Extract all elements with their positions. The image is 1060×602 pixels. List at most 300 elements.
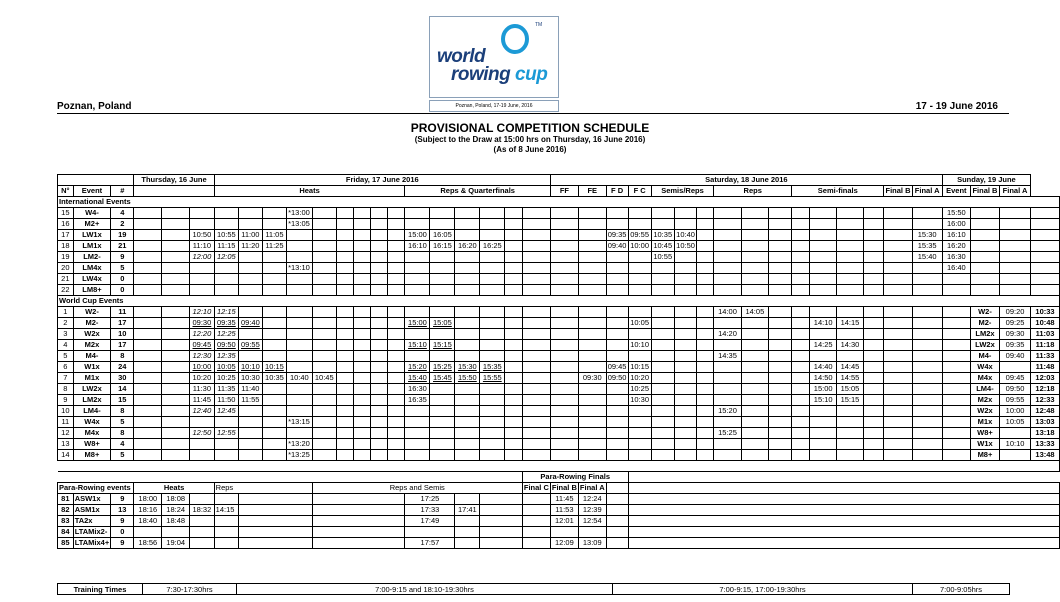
- race-time: 16:10: [942, 230, 970, 241]
- col-sun-final-a: Final A: [1000, 186, 1031, 197]
- empty-cell: [697, 373, 714, 384]
- empty-cell: [884, 362, 912, 373]
- empty-cell: [336, 274, 353, 285]
- race-time: 10:40: [676, 230, 695, 239]
- empty-cell: [674, 274, 697, 285]
- empty-cell: [214, 285, 238, 296]
- empty-cell: [792, 318, 810, 329]
- empty-cell: [769, 263, 792, 274]
- empty-cell: [651, 219, 674, 230]
- empty-cell: [190, 417, 215, 428]
- para-heat-time: 18:24: [162, 505, 190, 516]
- race-time: 09:40: [1000, 351, 1031, 362]
- empty-cell: [550, 406, 578, 417]
- empty-cell: [312, 362, 336, 373]
- para-event-row: [58, 505, 1060, 516]
- empty-cell: [430, 219, 455, 230]
- empty-cell: [628, 538, 1059, 549]
- empty-cell: [606, 450, 628, 461]
- race-time: 15:30: [912, 230, 942, 241]
- empty-cell: [1000, 241, 1031, 252]
- empty-cell: [162, 351, 190, 362]
- event-number: 2: [58, 318, 74, 329]
- col-count: #: [111, 186, 134, 197]
- empty-cell: [134, 450, 162, 461]
- empty-cell: [697, 340, 714, 351]
- empty-cell: [370, 230, 387, 241]
- empty-cell: [741, 285, 768, 296]
- event-number: 12: [58, 428, 74, 439]
- empty-cell: [134, 340, 162, 351]
- blank: [628, 483, 1059, 494]
- empty-cell: [387, 439, 405, 450]
- event-row: [58, 318, 1060, 329]
- empty-cell: [863, 241, 884, 252]
- race-time: *13:20: [287, 439, 312, 450]
- empty-cell: [239, 450, 263, 461]
- empty-cell: [262, 285, 286, 296]
- para-final-b: 12:09: [550, 538, 578, 549]
- empty-cell: [353, 263, 370, 274]
- event-name: LM2-: [73, 252, 111, 263]
- empty-cell: [480, 263, 505, 274]
- race-time: 12:40: [190, 406, 215, 417]
- empty-cell: [162, 318, 190, 329]
- empty-cell: [942, 428, 970, 439]
- race-time: 15:10: [405, 340, 430, 351]
- header-rule: [57, 113, 1009, 114]
- empty-cell: [336, 340, 353, 351]
- race-time: 11:48: [1031, 362, 1060, 373]
- empty-cell: [884, 219, 912, 230]
- empty-cell: [884, 384, 912, 395]
- empty-cell: [353, 428, 370, 439]
- empty-cell: [430, 274, 455, 285]
- empty-cell: [884, 252, 912, 263]
- race-time: 12:20: [190, 329, 215, 340]
- col-heats: Heats: [214, 186, 405, 197]
- empty-cell: [674, 351, 697, 362]
- empty-cell: [792, 362, 810, 373]
- empty-cell: [262, 219, 286, 230]
- empty-cell: [239, 516, 313, 527]
- empty-cell: [651, 340, 674, 351]
- empty-cell: [287, 318, 312, 329]
- empty-cell: [674, 285, 697, 296]
- empty-cell: [606, 417, 628, 428]
- empty-cell: [792, 395, 810, 406]
- empty-cell: [430, 307, 455, 318]
- empty-cell: [769, 208, 792, 219]
- col-fd: F D: [606, 186, 628, 197]
- empty-cell: [606, 329, 628, 340]
- race-time: 09:50: [607, 373, 627, 382]
- empty-cell: [628, 406, 651, 417]
- event-name: W8+: [73, 439, 111, 450]
- race-time: 15:00: [405, 318, 430, 329]
- empty-cell: [190, 263, 215, 274]
- empty-cell: [214, 219, 238, 230]
- empty-cell: [606, 428, 628, 439]
- empty-cell: [430, 285, 455, 296]
- race-time: LW2x: [970, 340, 999, 351]
- empty-cell: [714, 219, 741, 230]
- empty-cell: [387, 406, 405, 417]
- empty-cell: [792, 329, 810, 340]
- empty-cell: [480, 318, 505, 329]
- empty-cell: [287, 351, 312, 362]
- empty-cell: [505, 274, 523, 285]
- race-time: 10:05: [628, 318, 651, 329]
- race-time: 10:55: [651, 252, 674, 263]
- empty-cell: [741, 428, 768, 439]
- race-time: 11:30: [190, 384, 215, 395]
- event-number: 8: [58, 384, 74, 395]
- event-name: LM2x: [73, 395, 111, 406]
- empty-cell: [606, 406, 628, 417]
- empty-cell: [287, 395, 312, 406]
- empty-cell: [387, 428, 405, 439]
- empty-cell: [522, 428, 550, 439]
- entry-count: 21: [111, 241, 134, 252]
- event-name: LW1x: [73, 230, 111, 241]
- empty-cell: [312, 406, 336, 417]
- event-row: [58, 428, 1060, 439]
- empty-cell: [239, 274, 263, 285]
- empty-cell: [942, 318, 970, 329]
- empty-cell: [863, 439, 884, 450]
- race-time: 10:55: [214, 230, 238, 241]
- empty-cell: [370, 208, 387, 219]
- empty-cell: [837, 285, 864, 296]
- race-time: 09:20: [1000, 307, 1031, 318]
- empty-cell: [792, 263, 810, 274]
- empty-cell: [837, 208, 864, 219]
- empty-cell: [505, 252, 523, 263]
- empty-cell: [287, 428, 312, 439]
- col-final-a: Final A: [912, 186, 942, 197]
- day-header-row: [58, 175, 1060, 186]
- empty-cell: [455, 219, 480, 230]
- empty-cell: [741, 406, 768, 417]
- empty-cell: [837, 329, 864, 340]
- race-time: 10:35: [262, 373, 286, 384]
- empty-cell: [370, 406, 387, 417]
- empty-cell: [455, 329, 480, 340]
- para-final-b: [550, 527, 578, 538]
- empty-cell: [505, 406, 523, 417]
- empty-cell: [480, 208, 505, 219]
- event-number: 7: [58, 373, 74, 384]
- para-heat-time: 18:32: [190, 505, 215, 516]
- race-time: LM2x: [970, 329, 999, 340]
- race-time: M4-: [970, 351, 999, 362]
- empty-cell: [578, 230, 606, 241]
- para-event-name: LTAMix4+: [74, 538, 110, 547]
- race-time: 15:20: [405, 362, 430, 373]
- empty-cell: [134, 439, 162, 450]
- empty-cell: [134, 307, 162, 318]
- empty-cell: [353, 373, 370, 384]
- para-rep-time: 14:15: [214, 505, 238, 516]
- empty-cell: [606, 263, 628, 274]
- empty-cell: [863, 274, 884, 285]
- empty-cell: [769, 406, 792, 417]
- empty-cell: [480, 439, 505, 450]
- race-time: 12:00: [190, 252, 215, 263]
- empty-cell: [884, 230, 912, 241]
- race-time: 11:45: [190, 395, 215, 406]
- empty-cell: [884, 318, 912, 329]
- empty-cell: [912, 351, 942, 362]
- event-row: [58, 362, 1060, 373]
- empty-cell: [387, 263, 405, 274]
- empty-cell: [942, 373, 970, 384]
- empty-cell: [405, 285, 430, 296]
- empty-cell: [353, 384, 370, 395]
- para-final-a: [578, 527, 606, 538]
- empty-cell: [810, 417, 837, 428]
- empty-cell: [190, 285, 215, 296]
- para-event-number: 83: [58, 516, 74, 527]
- empty-cell: [792, 428, 810, 439]
- event-row: [58, 274, 1060, 285]
- empty-cell: [480, 417, 505, 428]
- race-time: 10:50: [676, 241, 695, 250]
- empty-cell: [651, 208, 674, 219]
- empty-cell: [769, 428, 792, 439]
- empty-cell: [837, 439, 864, 450]
- empty-cell: [162, 263, 190, 274]
- section-world-cup: World Cup Events: [58, 296, 1060, 307]
- empty-cell: [162, 208, 190, 219]
- event-row: [58, 439, 1060, 450]
- empty-cell: [714, 274, 741, 285]
- race-time: 12:10: [190, 307, 215, 318]
- para-final-c: [522, 538, 550, 549]
- empty-cell: [287, 340, 312, 351]
- empty-cell: [884, 263, 912, 274]
- empty-cell: [522, 450, 550, 461]
- empty-cell: [505, 428, 523, 439]
- empty-cell: [353, 318, 370, 329]
- empty-cell: [336, 417, 353, 428]
- event-name: M2+: [73, 219, 111, 230]
- section-row: [58, 296, 1060, 307]
- race-time: 12:15: [214, 307, 238, 318]
- empty-cell: [353, 241, 370, 252]
- empty-cell: [370, 252, 387, 263]
- empty-cell: [430, 395, 455, 406]
- empty-cell: [505, 241, 523, 252]
- empty-cell: [336, 428, 353, 439]
- empty-cell: [792, 406, 810, 417]
- empty-cell: [606, 340, 628, 351]
- empty-cell: [1000, 274, 1031, 285]
- empty-cell: [190, 450, 215, 461]
- empty-cell: [578, 274, 606, 285]
- spacer: [58, 461, 1060, 472]
- race-time: 09:35: [607, 230, 627, 239]
- section-row: [58, 197, 1060, 208]
- empty-cell: [674, 252, 697, 263]
- race-time: 11:40: [239, 384, 263, 395]
- empty-cell: [287, 329, 312, 340]
- empty-cell: [792, 230, 810, 241]
- para-event-name: ASW1x: [73, 494, 111, 505]
- event-name: M8+: [73, 450, 111, 461]
- empty-cell: [697, 384, 714, 395]
- empty-cell: [287, 285, 312, 296]
- empty-cell: [792, 274, 810, 285]
- empty-cell: [912, 362, 942, 373]
- empty-cell: [430, 428, 455, 439]
- empty-cell: [837, 263, 864, 274]
- empty-cell: [312, 329, 336, 340]
- empty-cell: [714, 395, 741, 406]
- empty-cell: [262, 450, 286, 461]
- event-number: 6: [58, 362, 74, 373]
- empty-cell: [837, 307, 864, 318]
- empty-cell: [674, 340, 697, 351]
- col-ff: FF: [550, 186, 578, 197]
- empty-cell: [697, 439, 714, 450]
- race-time: 09:35: [214, 318, 238, 329]
- empty-cell: [134, 417, 162, 428]
- event-row: [58, 340, 1060, 351]
- section-international: International Events: [58, 197, 1060, 208]
- entry-count: 30: [111, 373, 134, 384]
- empty-cell: [455, 340, 480, 351]
- empty-cell: [522, 285, 550, 296]
- empty-cell: [455, 428, 480, 439]
- empty-cell: [714, 439, 741, 450]
- training-saturday: 7:00-9:15, 17:00-19:30hrs: [613, 584, 913, 595]
- event-name: M1x: [73, 373, 111, 384]
- empty-cell: [214, 450, 238, 461]
- empty-cell: [837, 351, 864, 362]
- empty-cell: [837, 450, 864, 461]
- empty-cell: [430, 351, 455, 362]
- race-time: 16:30: [942, 252, 970, 263]
- entry-count: 10: [111, 329, 134, 340]
- empty-cell: [697, 307, 714, 318]
- empty-cell: [134, 318, 162, 329]
- event-name: W1x: [73, 362, 111, 373]
- training-label: Training Times: [58, 584, 143, 595]
- training-sunday: 7:00-9:05hrs: [913, 584, 1010, 595]
- para-final-b: 11:53: [550, 505, 578, 516]
- event-name: W2-: [73, 307, 111, 318]
- empty-cell: [550, 439, 578, 450]
- empty-cell: [769, 252, 792, 263]
- event-row: [58, 219, 1060, 230]
- empty-cell: [134, 285, 162, 296]
- empty-cell: [1031, 241, 1060, 252]
- empty-cell: [792, 450, 810, 461]
- empty-cell: [810, 439, 837, 450]
- empty-cell: [430, 439, 455, 450]
- race-time: 11:33: [1031, 351, 1060, 362]
- race-time: 15:45: [430, 373, 455, 384]
- empty-cell: [628, 505, 1059, 516]
- empty-cell: [239, 494, 313, 505]
- race-time: *13:15: [287, 417, 312, 428]
- empty-cell: [387, 318, 405, 329]
- race-time: 15:00: [810, 384, 837, 395]
- event-number: 14: [58, 450, 74, 461]
- empty-cell: [387, 219, 405, 230]
- para-event-number: 84: [58, 527, 74, 538]
- empty-cell: [312, 439, 336, 450]
- empty-cell: [430, 406, 455, 417]
- event-row: [58, 384, 1060, 395]
- race-time: 12:55: [214, 428, 238, 439]
- empty-cell: [239, 307, 263, 318]
- race-time: 09:45: [190, 340, 215, 351]
- event-number: 1: [58, 307, 74, 318]
- event-name: M2x: [73, 340, 111, 351]
- race-time: 13:03: [1031, 417, 1060, 428]
- empty-cell: [505, 263, 523, 274]
- empty-cell: [714, 252, 741, 263]
- empty-cell: [430, 329, 455, 340]
- race-time: 15:50: [455, 373, 480, 384]
- para-final-c: [522, 505, 550, 516]
- empty-cell: [370, 395, 387, 406]
- empty-cell: [370, 384, 387, 395]
- empty-cell: [741, 252, 768, 263]
- empty-cell: [651, 307, 674, 318]
- empty-cell: [810, 406, 837, 417]
- empty-cell: [863, 329, 884, 340]
- empty-cell: [863, 417, 884, 428]
- empty-cell: [312, 230, 336, 241]
- race-time: 15:10: [810, 395, 837, 406]
- empty-cell: [550, 318, 578, 329]
- empty-cell: [262, 384, 286, 395]
- event-row: [58, 263, 1060, 274]
- entry-count: 5: [111, 263, 134, 274]
- empty-cell: [697, 208, 714, 219]
- empty-cell: [505, 285, 523, 296]
- race-time: 14:20: [714, 329, 741, 340]
- empty-cell: [387, 241, 405, 252]
- empty-cell: [1031, 274, 1060, 285]
- empty-cell: [262, 395, 286, 406]
- empty-cell: [312, 285, 336, 296]
- entry-count: 17: [111, 318, 134, 329]
- event-number: 5: [58, 351, 74, 362]
- race-time: 10:30: [239, 373, 263, 384]
- empty-cell: [480, 505, 523, 516]
- blank: [606, 483, 628, 494]
- empty-cell: [714, 241, 741, 252]
- empty-cell: [336, 395, 353, 406]
- empty-cell: [480, 340, 505, 351]
- empty-cell: [480, 230, 505, 241]
- empty-cell: [714, 362, 741, 373]
- world-rowing-cup-logo: [429, 16, 559, 112]
- empty-cell: [190, 274, 215, 285]
- empty-cell: [714, 417, 741, 428]
- race-time: 10:00: [1000, 406, 1031, 417]
- race-time: 14:30: [837, 340, 864, 351]
- col-event: Event: [73, 186, 111, 197]
- empty-cell: [741, 351, 768, 362]
- empty-cell: [480, 450, 505, 461]
- empty-cell: [405, 439, 430, 450]
